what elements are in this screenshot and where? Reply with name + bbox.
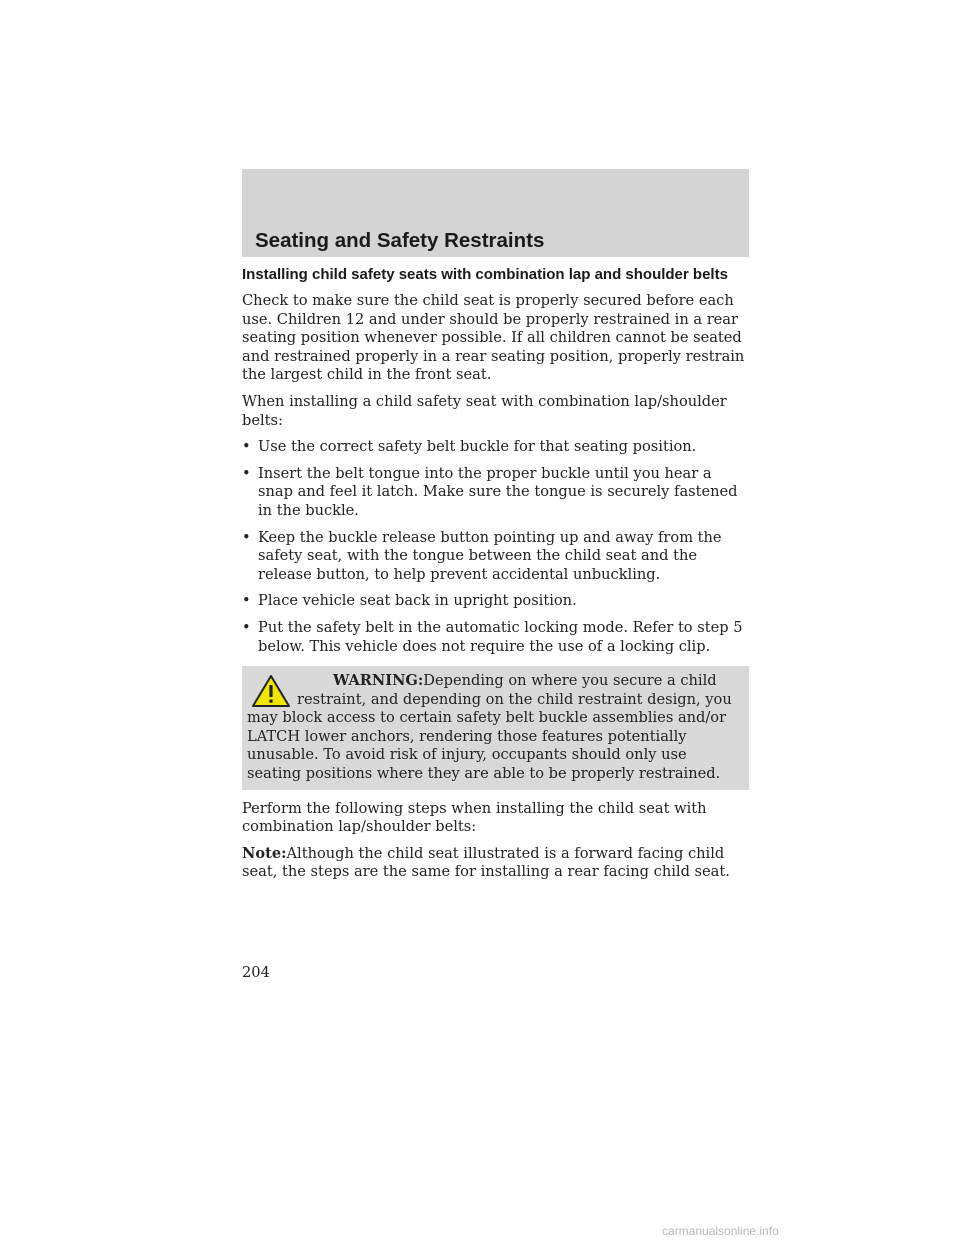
list-item bbox=[242, 619, 749, 656]
intro-paragraph: Check to make sure the child seat is properly secured before each use. Children 12 and under should be properly restrained in a rear seating position whenever possible. If all children cannot be seated and restrained properly in a rear seating position, properly restrain the largest child in the front seat. bbox=[242, 292, 745, 384]
note-label: Note: bbox=[242, 844, 287, 862]
list-item bbox=[242, 438, 749, 457]
bullet-icon: • bbox=[242, 464, 251, 482]
header-band bbox=[242, 169, 749, 257]
instruction-list bbox=[242, 438, 749, 656]
warning-box bbox=[242, 666, 749, 790]
list-item-text: Insert the belt tongue into the proper buckle until you hear a snap and feel it latch. Make sure the tongue is securely fastened in the buckle. bbox=[258, 464, 738, 519]
list-item-text: Put the safety belt in the automatic locking mode. Refer to step 5 below. This vehicle does not require the use of a locking clip. bbox=[258, 618, 743, 655]
note-text: Although the child seat illustrated is a forward facing child seat, the steps are the same for installing a rear facing child seat. bbox=[242, 844, 730, 881]
list-item bbox=[242, 465, 749, 521]
page-number: 204 bbox=[242, 964, 270, 981]
list-item-text: Place vehicle seat back in upright position. bbox=[258, 592, 577, 610]
section-heading: Installing child safety seats with combination lap and shoulder belts bbox=[242, 266, 728, 283]
warning-triangle-icon bbox=[251, 674, 291, 708]
bullet-icon: • bbox=[242, 592, 251, 610]
warning-text-block bbox=[247, 672, 743, 784]
warning-text: Depending on where you secure a child restraint, and depending on the child restraint design, you may block access to certain safety belt buckle assemblies and/or LATCH lower anchors, rendering those features potentially unusable. To avoid risk of injury, occupants should only use seating positions where they are able to be properly restrained. bbox=[247, 672, 732, 783]
list-item bbox=[242, 529, 749, 585]
watermark-text: carmanualsonline.info bbox=[662, 1224, 779, 1238]
list-item bbox=[242, 592, 749, 611]
warning-label: WARNING: bbox=[333, 672, 424, 690]
steps-intro-paragraph: Perform the following steps when installing the child seat with combination lap/shoulder belts: bbox=[242, 799, 707, 836]
bullet-icon: • bbox=[242, 618, 251, 636]
list-item-text: Use the correct safety belt buckle for that seating position. bbox=[258, 438, 697, 456]
bullet-icon: • bbox=[242, 528, 251, 546]
page-title: Seating and Safety Restraints bbox=[255, 229, 545, 252]
bullet-icon: • bbox=[242, 438, 251, 456]
main-content bbox=[242, 266, 749, 890]
list-item-text: Keep the buckle release button pointing up and away from the safety seat, with the tongue between the child seat and the release button, to help prevent accidental unbuckling. bbox=[258, 528, 722, 583]
lead-in-paragraph: When installing a child safety seat with combination lap/shoulder belts: bbox=[242, 392, 727, 429]
note-paragraph bbox=[242, 845, 749, 882]
